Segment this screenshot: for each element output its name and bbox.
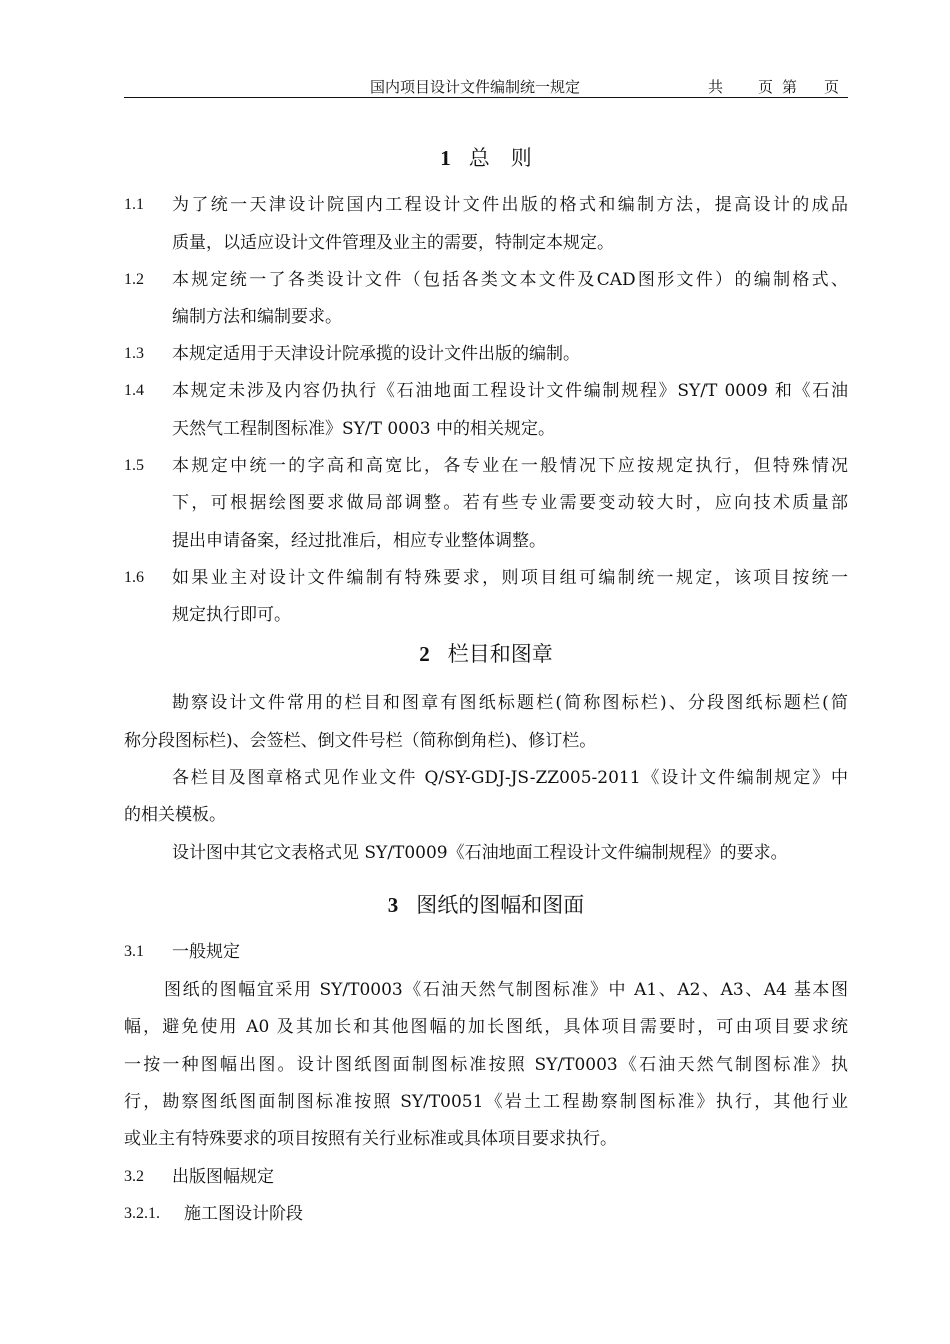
- subsection-number: 3.1: [124, 943, 144, 960]
- paragraph-line: 一按一种图幅出图。设计图纸图面制图标准按照 SY/T0003《石油天然气制图标准》执: [124, 1055, 848, 1075]
- header-title: 国内项目设计文件编制统一规定: [370, 78, 581, 96]
- clause-number: 1.2: [124, 271, 144, 288]
- clause-number: 1.6: [124, 569, 144, 586]
- subsection-title: 施工图设计阶段: [184, 1204, 303, 1224]
- subsection-number: 3.2: [124, 1168, 144, 1185]
- section-number: 2: [419, 642, 430, 666]
- page-header: [124, 76, 848, 98]
- clause-line: 为了统一天津设计院国内工程设计文件出版的格式和编制方法，提高设计的成品: [172, 195, 848, 215]
- clause-line: 提出申请备案，经过批准后，相应专业整体调整。: [172, 531, 546, 551]
- section-1-heading: [124, 142, 848, 172]
- clause-line: 本规定统一了各类设计文件（包括各类文本文件及CAD图形文件）的编制格式、: [172, 270, 848, 290]
- paragraph-line: 图纸的图幅宜采用 SY/T0003《石油天然气制图标准》中 A1、A2、A3、A4 基本图: [164, 980, 848, 1000]
- clause-line: 本规定适用于天津设计院承揽的设计文件出版的编制。: [172, 344, 580, 364]
- subsection-title: 一般规定: [172, 942, 240, 962]
- clause-line: 规定执行即可。: [172, 605, 291, 625]
- section-number: 1: [440, 146, 451, 170]
- section-3-heading: [124, 889, 848, 919]
- clause-line: 如果业主对设计文件编制有特殊要求，则项目组可编制统一规定，该项目按统一: [172, 568, 848, 588]
- paragraph-line: 勘察设计文件常用的栏目和图章有图纸标题栏(简称图标栏)、分段图纸标题栏(简: [172, 693, 848, 713]
- header-gong: 共: [708, 78, 724, 96]
- clause-line: 本规定中统一的字高和高宽比，各专业在一般情况下应按规定执行，但特殊情况: [172, 456, 848, 476]
- clause-line: 本规定未涉及内容仍执行《石油地面工程设计文件编制规程》SY/T 0009 和《石油: [172, 381, 848, 401]
- clause-number: 1.1: [124, 196, 144, 213]
- paragraph-line: 的相关模板。: [124, 805, 226, 825]
- header-ye1: 页: [758, 78, 774, 96]
- paragraph-line: 行，勘察图纸图面制图标准按照 SY/T0051《岩土工程勘察制图标准》执行，其他行业: [124, 1092, 848, 1112]
- paragraph-line: 或业主有特殊要求的项目按照有关行业标准或具体项目要求执行。: [124, 1129, 617, 1149]
- clause-line: 编制方法和编制要求。: [172, 307, 342, 327]
- header-rule: [124, 97, 848, 98]
- clause-line: 天然气工程制图标准》SY/T 0003 中的相关规定。: [172, 419, 556, 439]
- section-title: 总 则: [468, 146, 532, 170]
- clause-number: 1.4: [124, 382, 144, 399]
- section-title: 栏目和图章: [447, 642, 553, 666]
- header-ye2: 页: [824, 78, 840, 96]
- paragraph-line: 幅，避免使用 A0 及其加长和其他图幅的加长图纸，具体项目需要时，可由项目要求统: [124, 1017, 848, 1037]
- section-number: 3: [387, 893, 399, 917]
- clause-number: 1.3: [124, 345, 144, 362]
- paragraph-line: 称分段图标栏)、会签栏、倒文件号栏（简称倒角栏)、修订栏。: [124, 731, 597, 751]
- subsection-number: 3.2.1.: [124, 1205, 160, 1222]
- clause-number: 1.5: [124, 457, 144, 474]
- clause-line: 质量，以适应设计文件管理及业主的需要，特制定本规定。: [172, 233, 614, 253]
- clause-line: 下，可根据绘图要求做局部调整。若有些专业需要变动较大时，应向技术质量部: [172, 493, 848, 513]
- paragraph-line: 设计图中其它文表格式见 SY/T0009《石油地面工程设计文件编制规程》的要求。: [172, 843, 788, 863]
- subsection-title: 出版图幅规定: [172, 1167, 274, 1187]
- paragraph-line: 各栏目及图章格式见作业文件 Q/SY-GDJ-JS-ZZ005-2011《设计文件编制规定》中: [172, 768, 848, 788]
- header-di: 第: [782, 78, 798, 96]
- section-title: 图纸的图幅和图面: [416, 893, 585, 917]
- section-2-heading: [124, 638, 848, 668]
